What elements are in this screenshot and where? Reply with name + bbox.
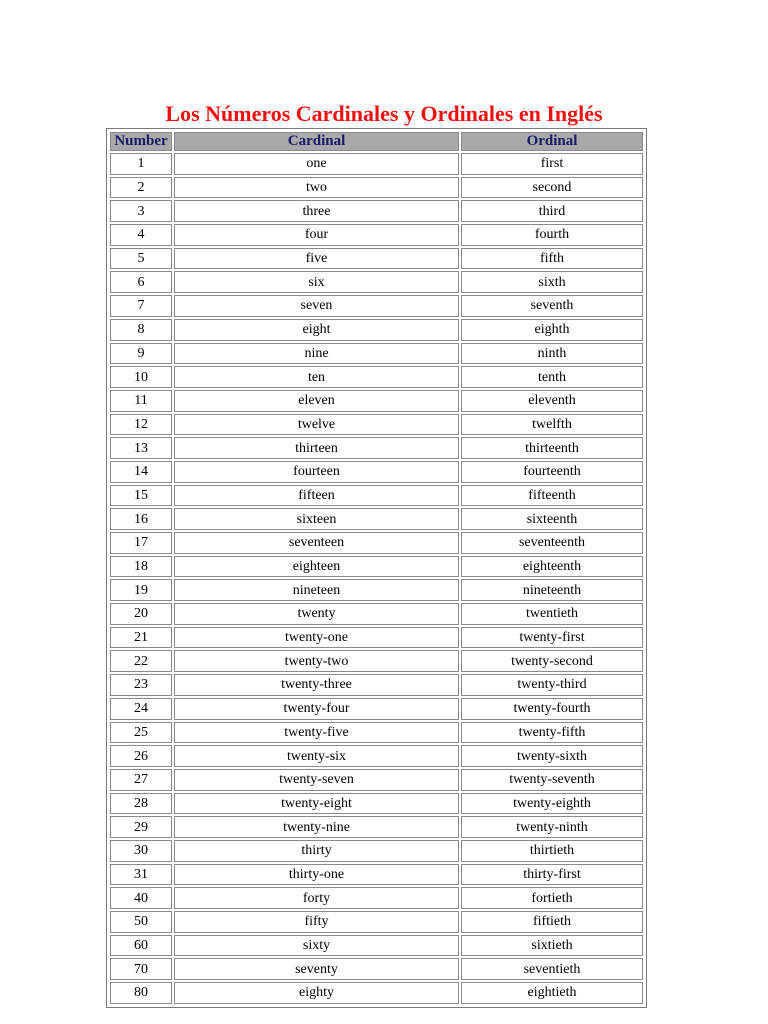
column-header-cardinal: Cardinal	[174, 132, 459, 151]
ordinal-cell: eighteenth	[461, 556, 643, 578]
table-row	[110, 461, 643, 483]
number-cell: 24	[110, 698, 172, 720]
number-cell: 11	[110, 390, 172, 412]
number-cell: 10	[110, 366, 172, 388]
table-row	[110, 816, 643, 838]
ordinal-cell: twenty-eighth	[461, 793, 643, 815]
ordinal-cell: nineteenth	[461, 579, 643, 601]
ordinal-cell: fifth	[461, 248, 643, 270]
numbers-table	[108, 130, 645, 1006]
cardinal-cell: thirty	[174, 840, 459, 862]
number-cell: 8	[110, 319, 172, 341]
table-row	[110, 603, 643, 625]
ordinal-cell: ninth	[461, 343, 643, 365]
cardinal-cell: sixty	[174, 935, 459, 957]
ordinal-cell: twenty-first	[461, 627, 643, 649]
number-cell: 19	[110, 579, 172, 601]
table-row	[110, 485, 643, 507]
table-row	[110, 343, 643, 365]
number-cell: 27	[110, 769, 172, 791]
table-row	[110, 532, 643, 554]
ordinal-cell: seventieth	[461, 958, 643, 980]
cardinal-cell: nineteen	[174, 579, 459, 601]
table-row	[110, 508, 643, 530]
page-title: Los Números Cardinales y Ordinales en Inglés	[165, 100, 603, 126]
number-cell: 21	[110, 627, 172, 649]
cardinal-cell: six	[174, 271, 459, 293]
cardinal-cell: seven	[174, 295, 459, 317]
table-row	[110, 982, 643, 1004]
ordinal-cell: twenty-third	[461, 674, 643, 696]
ordinal-cell: fifteenth	[461, 485, 643, 507]
ordinal-cell: seventh	[461, 295, 643, 317]
ordinal-cell: twentieth	[461, 603, 643, 625]
cardinal-cell: three	[174, 200, 459, 222]
ordinal-cell: second	[461, 177, 643, 199]
table-row	[110, 840, 643, 862]
number-cell: 26	[110, 745, 172, 767]
cardinal-cell: sixteen	[174, 508, 459, 530]
table-row	[110, 200, 643, 222]
table-row	[110, 698, 643, 720]
ordinal-cell: fortieth	[461, 887, 643, 909]
ordinal-cell: thirtieth	[461, 840, 643, 862]
table-row	[110, 650, 643, 672]
number-cell: 80	[110, 982, 172, 1004]
cardinal-cell: seventeen	[174, 532, 459, 554]
numbers-table-container	[106, 128, 647, 1008]
number-cell: 70	[110, 958, 172, 980]
table-row	[110, 769, 643, 791]
ordinal-cell: twenty-seventh	[461, 769, 643, 791]
cardinal-cell: fourteen	[174, 461, 459, 483]
table-row	[110, 224, 643, 246]
cardinal-cell: twenty-one	[174, 627, 459, 649]
table-row	[110, 248, 643, 270]
table-row	[110, 319, 643, 341]
cardinal-cell: twelve	[174, 414, 459, 436]
ordinal-cell: tenth	[461, 366, 643, 388]
number-cell: 14	[110, 461, 172, 483]
cardinal-cell: eleven	[174, 390, 459, 412]
cardinal-cell: twenty-eight	[174, 793, 459, 815]
table-row	[110, 722, 643, 744]
cardinal-cell: forty	[174, 887, 459, 909]
number-cell: 5	[110, 248, 172, 270]
table-header-row	[110, 132, 643, 151]
ordinal-cell: seventeenth	[461, 532, 643, 554]
number-cell: 50	[110, 911, 172, 933]
ordinal-cell: third	[461, 200, 643, 222]
ordinal-cell: twenty-fifth	[461, 722, 643, 744]
cardinal-cell: twenty	[174, 603, 459, 625]
number-cell: 30	[110, 840, 172, 862]
ordinal-cell: sixth	[461, 271, 643, 293]
table-row	[110, 414, 643, 436]
table-row	[110, 864, 643, 886]
ordinal-cell: sixteenth	[461, 508, 643, 530]
cardinal-cell: ten	[174, 366, 459, 388]
table-row	[110, 579, 643, 601]
table-row	[110, 366, 643, 388]
ordinal-cell: sixtieth	[461, 935, 643, 957]
number-cell: 3	[110, 200, 172, 222]
ordinal-cell: thirteenth	[461, 437, 643, 459]
cardinal-cell: two	[174, 177, 459, 199]
number-cell: 2	[110, 177, 172, 199]
table-row	[110, 177, 643, 199]
ordinal-cell: twenty-ninth	[461, 816, 643, 838]
cardinal-cell: five	[174, 248, 459, 270]
table-row	[110, 153, 643, 175]
table-row	[110, 271, 643, 293]
cardinal-cell: thirty-one	[174, 864, 459, 886]
table-row	[110, 911, 643, 933]
ordinal-cell: twenty-fourth	[461, 698, 643, 720]
ordinal-cell: twelfth	[461, 414, 643, 436]
cardinal-cell: seventy	[174, 958, 459, 980]
number-cell: 17	[110, 532, 172, 554]
number-cell: 7	[110, 295, 172, 317]
table-row	[110, 556, 643, 578]
cardinal-cell: twenty-three	[174, 674, 459, 696]
number-cell: 23	[110, 674, 172, 696]
ordinal-cell: twenty-sixth	[461, 745, 643, 767]
cardinal-cell: fifteen	[174, 485, 459, 507]
table-row	[110, 887, 643, 909]
table-row	[110, 958, 643, 980]
table-row	[110, 674, 643, 696]
ordinal-cell: fiftieth	[461, 911, 643, 933]
cardinal-cell: fifty	[174, 911, 459, 933]
table-row	[110, 745, 643, 767]
number-cell: 9	[110, 343, 172, 365]
number-cell: 6	[110, 271, 172, 293]
cardinal-cell: one	[174, 153, 459, 175]
cardinal-cell: twenty-six	[174, 745, 459, 767]
cardinal-cell: twenty-nine	[174, 816, 459, 838]
number-cell: 25	[110, 722, 172, 744]
number-cell: 15	[110, 485, 172, 507]
column-header-number: Number	[110, 132, 172, 151]
cardinal-cell: nine	[174, 343, 459, 365]
ordinal-cell: eleventh	[461, 390, 643, 412]
number-cell: 40	[110, 887, 172, 909]
number-cell: 31	[110, 864, 172, 886]
table-row	[110, 935, 643, 957]
number-cell: 1	[110, 153, 172, 175]
ordinal-cell: thirty-first	[461, 864, 643, 886]
number-cell: 13	[110, 437, 172, 459]
table-row	[110, 437, 643, 459]
cardinal-cell: four	[174, 224, 459, 246]
cardinal-cell: eighty	[174, 982, 459, 1004]
number-cell: 28	[110, 793, 172, 815]
ordinal-cell: eighth	[461, 319, 643, 341]
table-body	[110, 153, 643, 1004]
ordinal-cell: fourth	[461, 224, 643, 246]
cardinal-cell: thirteen	[174, 437, 459, 459]
number-cell: 20	[110, 603, 172, 625]
ordinal-cell: twenty-second	[461, 650, 643, 672]
number-cell: 12	[110, 414, 172, 436]
column-header-ordinal: Ordinal	[461, 132, 643, 151]
number-cell: 22	[110, 650, 172, 672]
table-row	[110, 627, 643, 649]
number-cell: 16	[110, 508, 172, 530]
cardinal-cell: twenty-two	[174, 650, 459, 672]
number-cell: 29	[110, 816, 172, 838]
number-cell: 4	[110, 224, 172, 246]
cardinal-cell: twenty-five	[174, 722, 459, 744]
number-cell: 60	[110, 935, 172, 957]
cardinal-cell: twenty-seven	[174, 769, 459, 791]
cardinal-cell: eighteen	[174, 556, 459, 578]
number-cell: 18	[110, 556, 172, 578]
table-row	[110, 390, 643, 412]
cardinal-cell: eight	[174, 319, 459, 341]
table-row	[110, 295, 643, 317]
ordinal-cell: eightieth	[461, 982, 643, 1004]
ordinal-cell: first	[461, 153, 643, 175]
cardinal-cell: twenty-four	[174, 698, 459, 720]
table-row	[110, 793, 643, 815]
ordinal-cell: fourteenth	[461, 461, 643, 483]
